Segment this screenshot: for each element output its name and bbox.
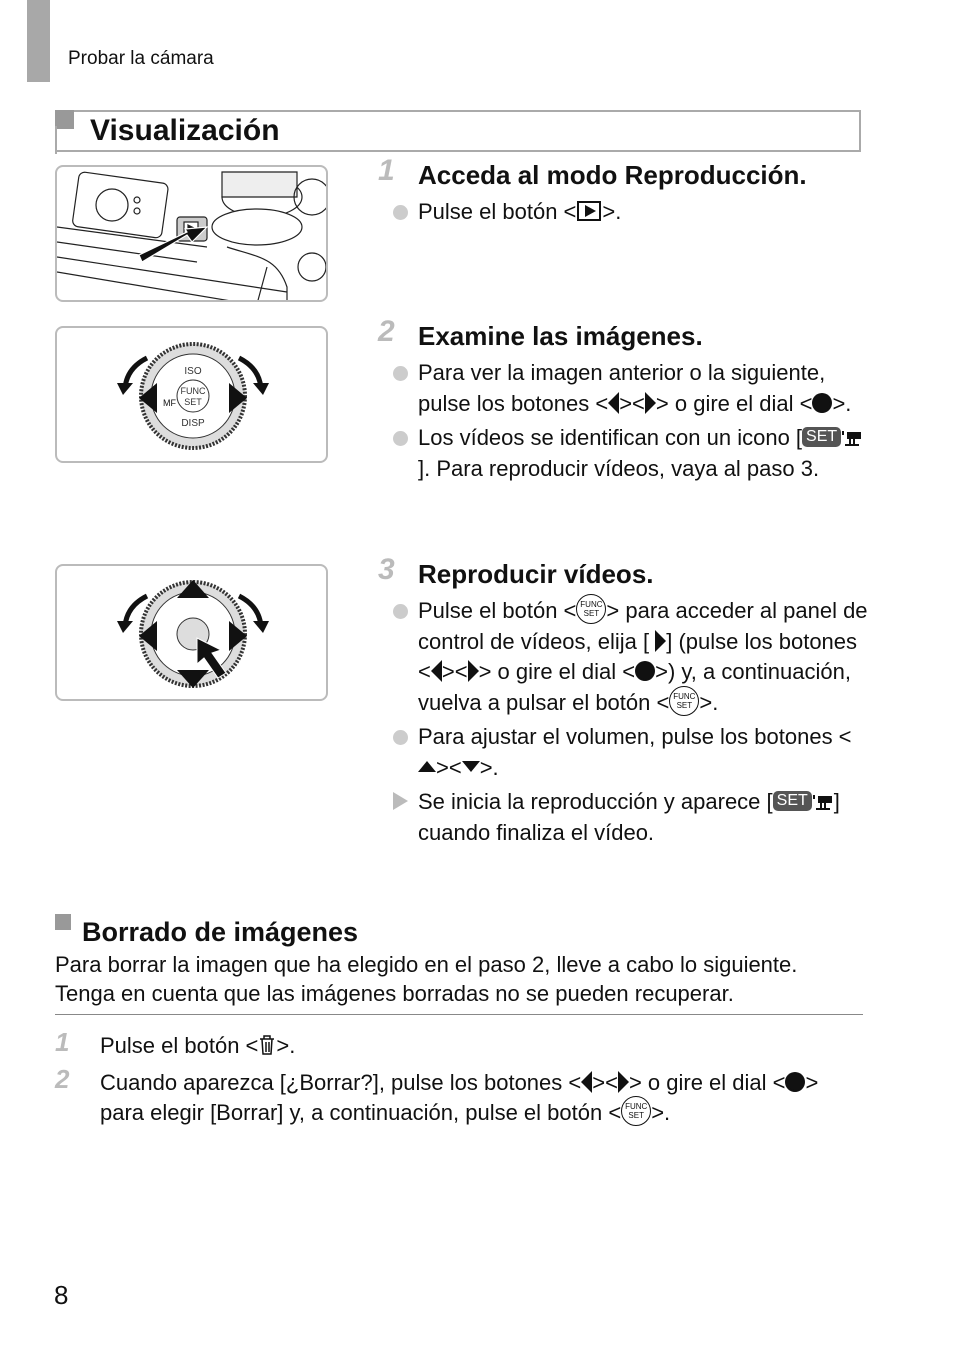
erase-step-2 (55, 1064, 863, 1128)
set-badge-icon: SET (773, 791, 812, 811)
step-bullet (418, 722, 868, 783)
erase-step-text (100, 1031, 863, 1061)
disp-label: DISP (181, 418, 205, 429)
control-dial-icon (785, 1072, 805, 1092)
section-title-bar (55, 110, 861, 152)
play-icon (655, 630, 666, 652)
figure-dial-rotate (55, 326, 328, 463)
figure-playback-button (55, 165, 328, 302)
playback-button-icon (577, 201, 601, 221)
text-segment: Pulse el botón < (418, 199, 577, 224)
text-segment: Para ver la imagen anterior o la siguiente, pulse los botones < (418, 360, 826, 416)
erase-step-number: 1 (55, 1027, 70, 1057)
step-3 (378, 553, 868, 852)
text-segment: > o gire el dial < (628, 1070, 786, 1095)
trash-button-icon (258, 1034, 276, 1056)
step-2 (378, 315, 868, 488)
erase-step-number: 2 (55, 1064, 70, 1094)
movie-icon (841, 427, 863, 447)
right-button-icon (645, 392, 656, 414)
set-badge-icon: SET (802, 427, 841, 447)
step-bullet (418, 596, 868, 718)
text-segment: ] (pulse los botones < (418, 628, 858, 684)
text-segment: Cuando aparezca [¿Borrar?], pulse los botones < (100, 1070, 582, 1095)
text-segment: > o gire el dial < (478, 659, 636, 684)
title-bar-edge (55, 126, 57, 154)
page-number: 8 (54, 1280, 69, 1310)
step-bullet (418, 358, 868, 419)
iso-label: ISO (184, 366, 202, 377)
func-set-button-icon: FUNC SET (669, 686, 699, 716)
up-button-icon (418, 761, 436, 772)
left-button-icon (608, 392, 619, 414)
text-segment: >< (436, 754, 462, 780)
text-segment: > o gire el dial < (655, 390, 813, 416)
movie-icon (812, 791, 834, 811)
text-segment: > para elegir [Borrar] y, a continuación, pulse el botón < (100, 1070, 819, 1125)
text-segment: >. (699, 689, 719, 715)
control-dial-icon (635, 661, 655, 681)
step-bullet (418, 423, 868, 484)
step-1 (378, 154, 868, 232)
section-title: Visualización (90, 114, 280, 147)
erase-intro: Para borrar la imagen que ha elegido en el paso 2, lleve a cabo lo siguiente. Tenga en cuenta que las imágenes borradas no se pueden recuperar. (55, 950, 863, 1015)
text-segment: Los vídeos se identifican con un icono [ (418, 425, 803, 450)
erase-step-text (100, 1068, 863, 1128)
right-button-icon (468, 660, 479, 682)
text-segment: ] cuando finaliza el vídeo. (418, 789, 840, 845)
step-number: 3 (378, 553, 395, 586)
text-segment: > para acceder al panel de control de vídeos, elija [ (418, 598, 868, 654)
text-segment: >. (651, 1100, 671, 1125)
set-label: SET (184, 397, 202, 407)
mf-label: MF (163, 398, 176, 408)
func-label: FUNC (180, 386, 206, 396)
step-title: Acceda al modo Reproducción. (418, 160, 807, 190)
down-button-icon (462, 761, 480, 772)
text-segment: Pulse el botón < (418, 598, 577, 623)
func-set-button-icon: FUNC SET (621, 1096, 651, 1126)
func-set-button-icon: FUNC SET (576, 594, 606, 624)
figure-func-press (55, 564, 328, 701)
text-segment: ]. Para reproducir vídeos, vaya al paso 3. (418, 455, 820, 481)
left-button-icon (581, 1071, 592, 1093)
text-segment: >. (276, 1033, 296, 1058)
text-segment: Se inicia la reproducción y aparece [ (418, 789, 773, 814)
step-title: Reproducir vídeos. (418, 559, 654, 589)
section-square-icon (55, 110, 74, 129)
erase-step-1 (55, 1027, 863, 1061)
text-segment: >) y, a continuación, vuelva a pulsar el botón < (418, 659, 851, 715)
text-segment: >. (479, 754, 499, 780)
left-button-icon (431, 660, 442, 682)
step-title: Examine las imágenes. (418, 321, 703, 351)
control-dial-icon (812, 393, 832, 413)
erase-section (55, 914, 863, 1015)
text-segment: >< (441, 659, 468, 684)
erase-title: Borrado de imágenes (82, 917, 359, 947)
step-number: 1 (378, 154, 395, 187)
step-bullet (418, 197, 868, 228)
text-segment: >< (619, 390, 645, 416)
text-segment: >. (832, 390, 852, 416)
text-segment: >. (602, 199, 622, 224)
text-segment: >< (592, 1070, 618, 1095)
text-segment: Para ajustar el volumen, pulse los botones < (418, 724, 852, 749)
step-number: 2 (378, 315, 395, 348)
text-segment: Pulse el botón < (100, 1033, 259, 1058)
running-title: Probar la cámara (68, 48, 214, 69)
subsection-square-icon (55, 914, 71, 930)
chapter-tab (27, 0, 50, 82)
right-button-icon (618, 1071, 629, 1093)
step-bullet (418, 787, 868, 848)
